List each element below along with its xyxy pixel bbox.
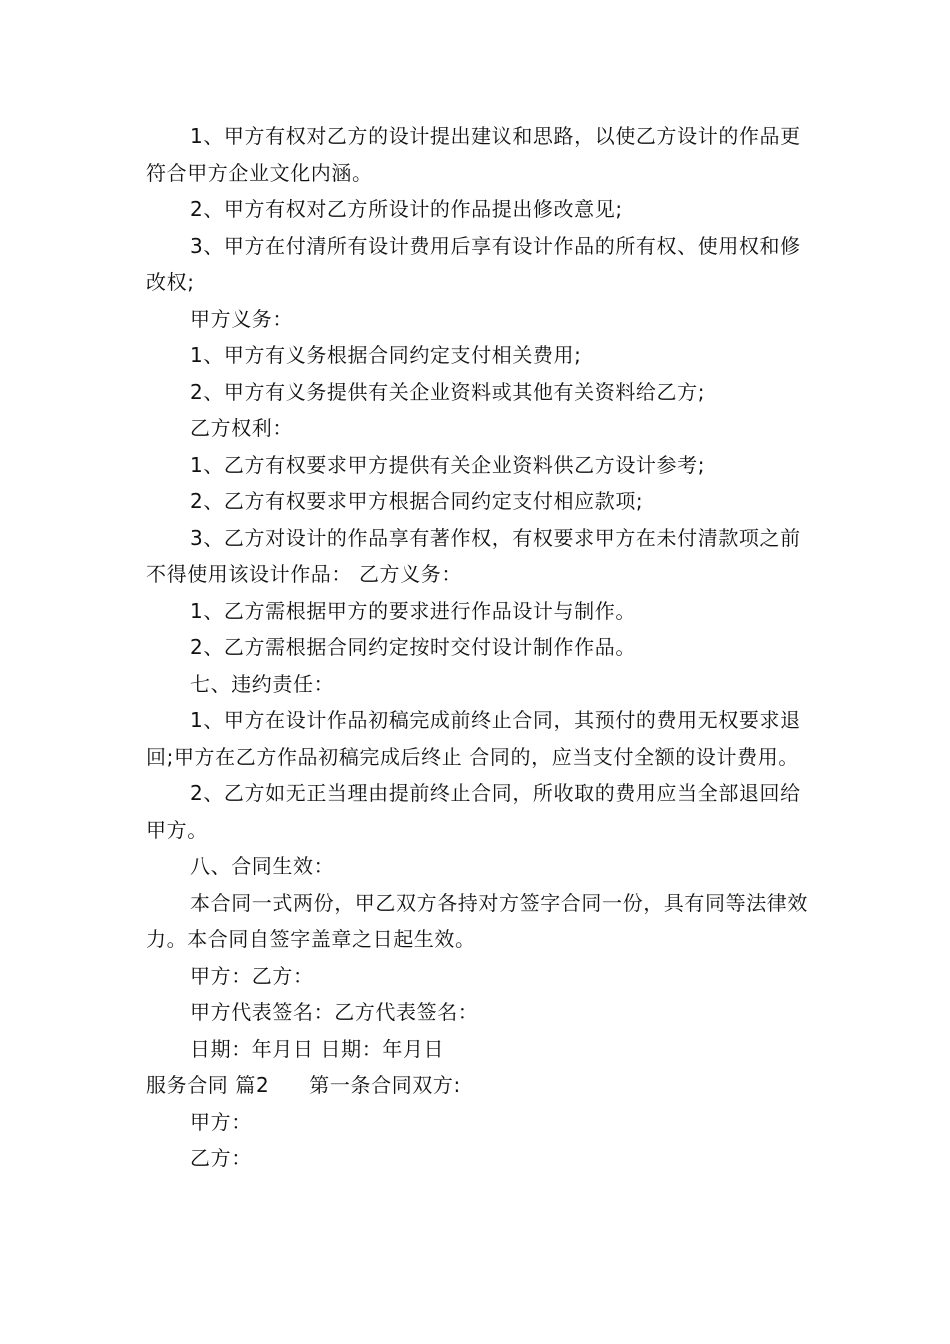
paragraph-party-a-right-1: 1、甲方有权对乙方的设计提出建议和思路，以使乙方设计的作品更符合甲方企业文化内涵。 bbox=[146, 124, 801, 185]
paragraph-party-a-obligation-1: 1、甲方有义务根据合同约定支付相关费用; bbox=[190, 343, 582, 367]
paragraph-party-b-right-3: 3、乙方对设计的作品享有著作权，有权要求甲方在未付清款项之前不得使用该设计作品： 乙方义务： bbox=[146, 525, 801, 586]
section-heading-article: 第一条合同双方: bbox=[309, 1073, 461, 1097]
heading-party-a-obligations: 甲方义务： bbox=[190, 306, 293, 331]
paragraph-party-a-obligation-2: 2、甲方有义务提供有关企业资料或其他有关资料给乙方; bbox=[190, 379, 706, 404]
paragraph-party-b-right-2: 2、乙方有权要求甲方根据合同约定支付相应款项; bbox=[190, 489, 644, 513]
paragraph-party-a-right-2: 2、甲方有权对乙方所设计的作品提出修改意见; bbox=[190, 197, 623, 221]
tail-party-a: 甲方： bbox=[190, 1109, 252, 1134]
paragraph-breach-2: 2、乙方如无正当理由提前终止合同，所收取的费用应当全部退回给甲方。 bbox=[146, 781, 801, 842]
signature-dates: 日期：年月日 日期：年月日 bbox=[190, 1036, 445, 1061]
heading-breach-liability: 七、违约责任： bbox=[190, 671, 335, 696]
document-body bbox=[146, 118, 810, 1177]
paragraph-breach-1: 1、甲方在设计作品初稿完成前终止合同，其预付的费用无权要求退回;甲方在乙方作品初稿完成后终止 合同的，应当支付全额的设计费用。 bbox=[146, 708, 801, 769]
paragraph-party-b-obligation-2: 2、乙方需根据合同约定按时交付设计制作作品。 bbox=[190, 635, 636, 659]
section-heading bbox=[146, 1067, 810, 1104]
signature-representatives: 甲方代表签名：乙方代表签名： bbox=[190, 1000, 479, 1024]
heading-contract-effect: 八、合同生效： bbox=[190, 854, 335, 878]
paragraph-party-a-right-3: 3、甲方在付清所有设计费用后享有设计作品的所有权、使用权和修改权; bbox=[146, 233, 801, 294]
heading-party-b-rights: 乙方权利： bbox=[190, 416, 293, 440]
tail-party-b: 乙方： bbox=[190, 1146, 252, 1170]
paragraph-party-b-right-1: 1、乙方有权要求甲方提供有关企业资料供乙方设计参考; bbox=[190, 452, 706, 477]
paragraph-contract-effect: 本合同一式两份，甲乙双方各持对方签字合同一份，具有同等法律效力。本合同自签字盖章之日起生效。 bbox=[146, 890, 808, 951]
section-heading-title: 服务合同 篇2 bbox=[146, 1073, 270, 1097]
paragraph-party-b-obligation-1: 1、乙方需根据甲方的要求进行作品设计与制作。 bbox=[190, 598, 636, 623]
signature-parties: 甲方：乙方： bbox=[190, 963, 314, 988]
